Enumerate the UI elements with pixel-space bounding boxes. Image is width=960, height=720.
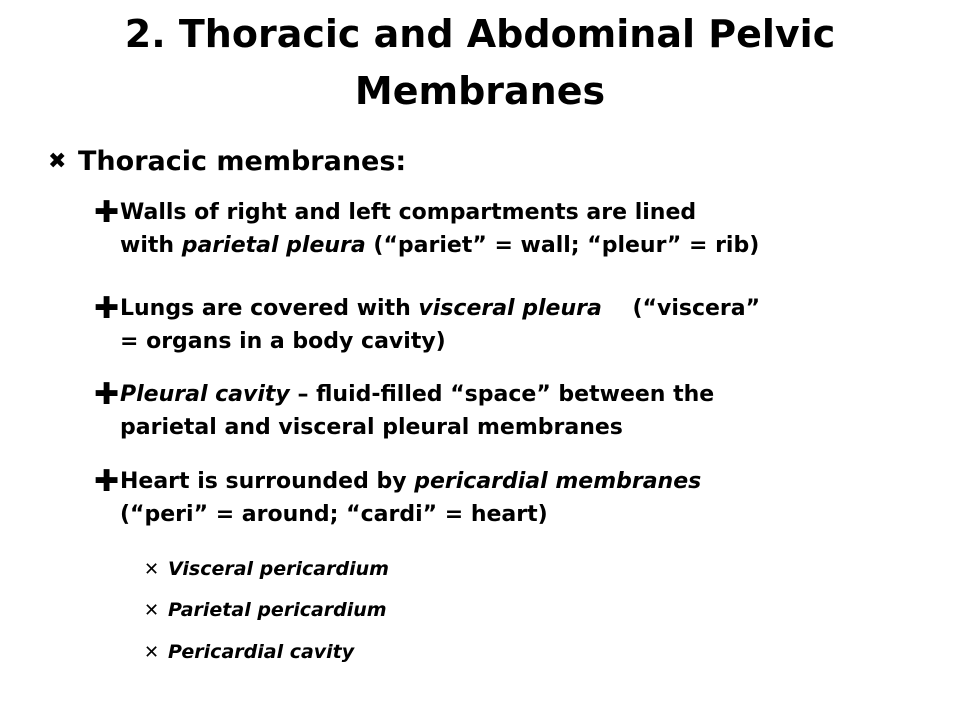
text-run: with bbox=[120, 233, 182, 258]
plus-bullet-icon: ✚ bbox=[94, 464, 120, 499]
bullet-thoracic-membranes bbox=[48, 142, 406, 182]
text-line bbox=[120, 378, 914, 411]
text-line: Walls of right and left compartments are lined bbox=[120, 200, 697, 225]
sub-bullet-visceral-pleura bbox=[94, 292, 914, 358]
plus-bullet-icon: ✚ bbox=[94, 195, 120, 230]
sub-bullet-pericardial-membranes bbox=[94, 465, 914, 531]
sub-bullet-text bbox=[94, 465, 914, 531]
emphasis-term: visceral pleura bbox=[418, 296, 602, 321]
sub-bullet-pleural-cavity bbox=[94, 378, 914, 444]
text-line bbox=[120, 465, 914, 498]
plus-bullet-icon: ✚ bbox=[94, 377, 120, 412]
sub-sub-bullet-text: Visceral pericardium bbox=[168, 558, 389, 580]
x-bullet-icon: ✕ bbox=[144, 600, 160, 621]
emphasis-term: pericardial membranes bbox=[414, 469, 702, 494]
title-line-1: 2. Thoracic and Abdominal Pelvic bbox=[124, 12, 836, 56]
text-line: (“peri” = around; “cardi” = heart) bbox=[120, 502, 548, 527]
emphasis-term: parietal pleura bbox=[181, 233, 366, 258]
sub-sub-bullet-parietal-pericardium bbox=[144, 597, 387, 624]
sub-bullet-text bbox=[94, 292, 914, 358]
text-line bbox=[120, 229, 914, 262]
text-run: – fluid-filled “space” between the bbox=[289, 382, 715, 407]
sub-sub-bullet-pericardial-cavity bbox=[144, 639, 354, 666]
emphasis-term: Pleural cavity bbox=[120, 382, 290, 407]
sub-bullet-text bbox=[94, 378, 914, 444]
sub-sub-bullet-text: Parietal pericardium bbox=[168, 599, 387, 621]
text-line bbox=[120, 292, 914, 325]
text-run: Heart is surrounded by bbox=[120, 469, 415, 494]
sub-bullet-parietal-pleura bbox=[94, 196, 914, 262]
sub-bullet-text bbox=[94, 196, 914, 262]
title-line-2: Membranes bbox=[354, 69, 606, 113]
x-bullet-icon: ✖ bbox=[48, 149, 67, 174]
text-line: = organs in a body cavity) bbox=[120, 329, 446, 354]
text-run: (“viscera” bbox=[601, 296, 761, 321]
sub-sub-bullet-text: Pericardial cavity bbox=[168, 641, 355, 663]
text-run: (“pariet” = wall; “pleur” = rib) bbox=[365, 233, 760, 258]
x-bullet-icon: ✕ bbox=[144, 559, 160, 580]
bullet-text: Thoracic membranes: bbox=[78, 146, 407, 177]
x-bullet-icon: ✕ bbox=[144, 642, 160, 663]
text-run: Lungs are covered with bbox=[120, 296, 419, 321]
text-line: parietal and visceral pleural membranes bbox=[120, 415, 623, 440]
sub-sub-bullet-visceral-pericardium bbox=[144, 556, 389, 583]
plus-bullet-icon: ✚ bbox=[94, 291, 120, 326]
